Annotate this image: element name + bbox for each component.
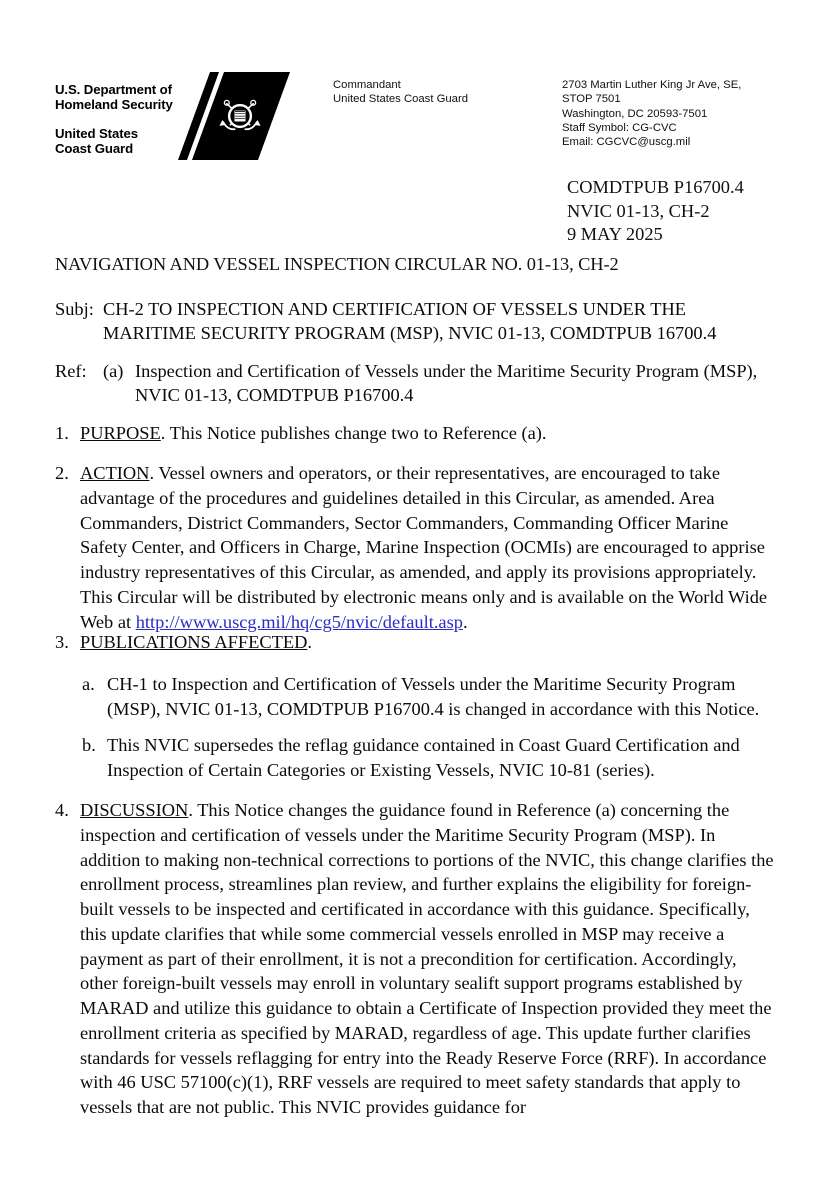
subitem-marker-a: a. bbox=[82, 674, 95, 694]
uscg-line-1: United States bbox=[55, 125, 138, 141]
reference-block bbox=[55, 359, 773, 408]
section-heading-publications-affected: PUBLICATIONS AFFECTED bbox=[80, 632, 308, 652]
reference-body bbox=[103, 359, 773, 408]
letterhead bbox=[0, 70, 826, 170]
commandant-address-block bbox=[333, 78, 468, 107]
section-text-action-after-link: . bbox=[462, 611, 468, 632]
list-item bbox=[82, 672, 772, 722]
subject-body bbox=[103, 297, 773, 346]
address-line-2: STOP 7501 bbox=[562, 93, 621, 106]
commandant-line-2: United States Coast Guard bbox=[333, 93, 469, 106]
page-title: NAVIGATION AND VESSEL INSPECTION CIRCULAR NO. 01-13, CH-2 bbox=[55, 254, 619, 274]
section-number-4: 4. bbox=[55, 800, 69, 820]
section-text-action-before-link: . Vessel owners and operators, or their representatives, are encouraged to take advantage of the procedures and guidelines detailed in this Circular, as amended. Area Commanders, District Commanders, Sector Commanders, Commanding Officer Marine Safety Center, and Officers in Charge, Marine Inspection (OCMIs) are encouraged to apprise industry representatives of this Circular, as amended, and apply its provisions appropriately. This Circular will be distributed by electronic means only and is available on the World Wide Web at bbox=[80, 463, 768, 632]
dhs-line-2: Homeland Security bbox=[55, 97, 173, 113]
section-body-3 bbox=[80, 630, 775, 655]
section-discussion bbox=[55, 798, 775, 1120]
section-purpose bbox=[55, 421, 775, 446]
section-text-purpose: . This Notice publishes change two to Reference (a). bbox=[160, 423, 547, 443]
section-heading-action: ACTION bbox=[80, 463, 150, 483]
address-line-1: 2703 Martin Luther King Jr Ave, SE, bbox=[562, 79, 742, 91]
email-line: Email: CGCVC@uscg.mil bbox=[562, 136, 691, 149]
dhs-agency-wordmark bbox=[55, 82, 200, 156]
comdtpub-number: COMDTPUB P16700.4 bbox=[567, 177, 744, 197]
address-line-3: Washington, DC 20593-7501 bbox=[562, 107, 708, 120]
staff-symbol-line: Staff Symbol: CG-CVC bbox=[562, 122, 677, 135]
dhs-line-1: U.S. Department of bbox=[55, 82, 172, 97]
coast-guard-seal-icon bbox=[218, 94, 262, 138]
section-body-4 bbox=[80, 798, 775, 1120]
subitem-text-b: This NVIC supersedes the reflag guidance contained in Coast Guard Certification and Inspection of Certain Categories or Existing Vessels, NVIC 10-81 (series). bbox=[107, 735, 740, 780]
mailing-address-block bbox=[562, 78, 741, 150]
section-body-2 bbox=[80, 461, 775, 634]
publication-number-block bbox=[567, 176, 744, 247]
section-number-3: 3. bbox=[55, 632, 69, 652]
section-number-2: 2. bbox=[55, 463, 69, 483]
reference-line-1: Inspection and Certification of Vessels under the Maritime Security Program (MSP), bbox=[135, 361, 758, 381]
reference-line-2: NVIC 01-13, COMDTPUB P16700.4 bbox=[135, 385, 414, 406]
subject-block bbox=[55, 297, 773, 346]
reference-item-a bbox=[103, 359, 773, 408]
nvic-website-link[interactable]: http://www.uscg.mil/hq/cg5/nvic/default.asp bbox=[135, 611, 463, 632]
section-text-discussion: . This Notice changes the guidance found in Reference (a) concerning the inspection and certification of vessels under the Maritime Security Program (MSP). In addition to making non-technical corrections to portions of the NVIC, this change clarifies the enrollment process, streamlines plan review, and further explains the eligibility for foreign-built vessels to be inspected and certificated in accordance with this guidance. Specifically, this update clarifies that while some commercial vessels enrolled in MSP may receive a payment as part of their enrollment, it is not a precondition for certification. Accordingly, other foreign-built vessels may enroll in voluntary sealift support programs established by MARAD and utilize this guidance to obtain a Certificate of Inspection provided they meet the enrollment criteria as specified by MARAD, regardless of age. This update further clarifies standards for vessels reflagging for entry into the Ready Reserve Force (RRF). In accordance with 46 USC 57100(c)(1), RRF vessels are required to meet safety standards that apply to vessels that are not public. This NVIC provides guidance for bbox=[80, 800, 774, 1117]
subitem-text-a: CH-1 to Inspection and Certification of Vessels under the Maritime Security Program (MSP), NVIC 01-13, COMDTPUB P16700.4 is changed in accordance with this Notice. bbox=[107, 674, 760, 719]
subject-line-2: MARITIME SECURITY PROGRAM (MSP), NVIC 01-13, COMDTPUB 16700.4 bbox=[103, 323, 717, 344]
section-action bbox=[55, 461, 775, 634]
section-heading-discussion: DISCUSSION bbox=[80, 800, 189, 820]
nvic-number: NVIC 01-13, CH-2 bbox=[567, 200, 710, 221]
reference-label: Ref: bbox=[55, 361, 87, 381]
subject-line-1: CH-2 TO INSPECTION AND CERTIFICATION OF VESSELS UNDER THE bbox=[103, 299, 687, 319]
publication-date: 9 MAY 2025 bbox=[567, 224, 663, 245]
uscg-line-2: Coast Guard bbox=[55, 140, 134, 156]
section-heading-purpose: PURPOSE bbox=[80, 423, 161, 443]
commandant-line-1: Commandant bbox=[333, 79, 401, 91]
coast-guard-racing-stripe-icon bbox=[192, 72, 278, 160]
section-number-1: 1. bbox=[55, 423, 69, 443]
reference-marker: (a) bbox=[103, 361, 124, 381]
section-body-1 bbox=[80, 421, 775, 446]
subject-label: Subj: bbox=[55, 299, 94, 319]
list-item bbox=[82, 733, 772, 783]
section-publications-affected bbox=[55, 630, 775, 655]
subitem-marker-b: b. bbox=[82, 735, 96, 755]
section-text-publications-affected: . bbox=[307, 632, 312, 652]
